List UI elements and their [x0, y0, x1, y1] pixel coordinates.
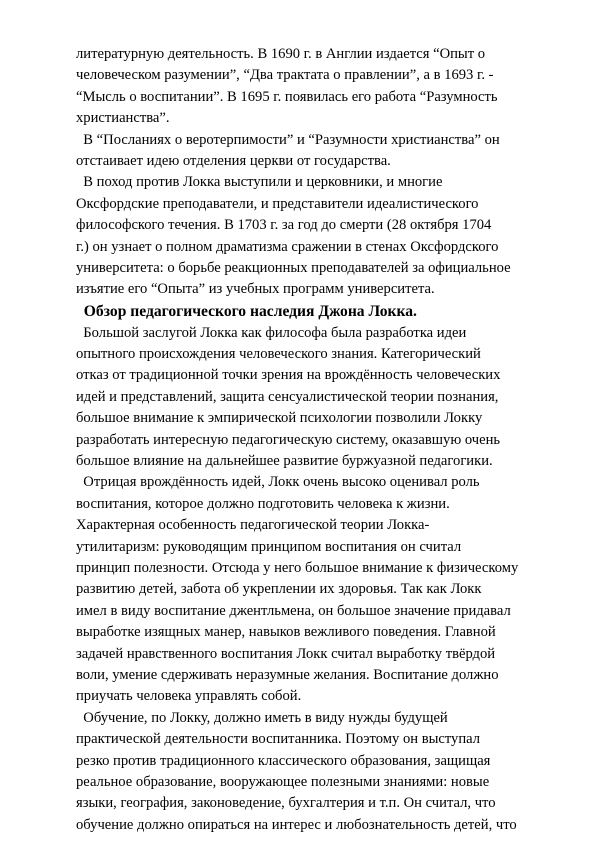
text-line: университета: о борьбе реакционных преподавателей за официальное — [76, 259, 511, 276]
text-line: Обучение, по Локку, должно иметь в виду нужды будущей — [76, 709, 448, 726]
text-line: человеческом разумении”, “Два трактата о правлении”, а в 1693 г. - — [76, 67, 494, 84]
text-line: практической деятельности воспитанника. Поэтому он выступал — [76, 731, 481, 748]
paragraph — [76, 708, 552, 836]
text-line: идей и представлений, защита сенсуалистической теории познания, — [76, 388, 499, 405]
paragraph — [76, 472, 552, 707]
text-line: изъятие его “Опыта” из учебных программ университета. — [76, 281, 435, 298]
paragraph — [76, 323, 552, 473]
paragraph — [76, 172, 552, 300]
text-line: г.) он узнает о полном драматизма сражении в стенах Оксфордского — [76, 238, 499, 255]
text-line: принцип полезности. Отсюда у него большое внимание к физическому — [76, 559, 519, 576]
text-line: разработать интересную педагогическую систему, оказавшую очень — [76, 431, 501, 448]
text-line: Большой заслугой Локка как философа была разработка идеи — [76, 324, 467, 341]
text-line: отстаивает идею отделения церкви от государства. — [76, 152, 391, 169]
text-line: реальное образование, вооружающее полезными знаниями: новые — [76, 773, 490, 790]
text-line: выработке изящных манер, навыков вежливого поведения. Главной — [76, 624, 496, 641]
text-line: литературную деятельность. В 1690 г. в Англии издается “Опыт о — [76, 46, 486, 62]
text-line: Оксфордские преподаватели, и представители идеалистического — [76, 195, 479, 212]
text-line: Отрицая врождённость идей, Локк очень высоко оценивал роль — [76, 474, 480, 491]
text-line: отказ от традиционной точки зрения на врождённость человеческих — [76, 367, 501, 384]
text-line: христианства”. — [76, 110, 170, 127]
text-line: развитию детей, забота об укреплении их здоровья. Так как Локк — [76, 581, 482, 598]
text-line: задачей нравственного воспитания Локк считал выработку твёрдой — [76, 645, 496, 662]
text-line: большое влияние на дальнейшее развитие буржуазной педагогики. — [76, 453, 493, 470]
text-line: воли, умение сдерживать неразумные желания. Воспитание должно — [76, 666, 499, 683]
text-line: имел в виду воспитание джентльмена, он большое значение придавал — [76, 602, 511, 619]
paragraph — [76, 44, 552, 130]
text-line: В поход против Локка выступили и церковники, и многие — [76, 174, 443, 191]
text-line: “Мысль о воспитании”. В 1695 г. появилась его работа “Разумность — [76, 88, 498, 105]
text-line: философского течения. В 1703 г. за год до смерти (28 октября 1704 — [76, 217, 492, 234]
text-line: Характерная особенность педагогической теории Локка- — [76, 517, 430, 534]
section-heading: Обзор педагогического наследия Джона Локка. — [76, 302, 417, 320]
document-body — [76, 44, 552, 836]
text-line: большое внимание к эмпирической психологии позволили Локку — [76, 410, 483, 427]
text-line: обучение должно опираться на интерес и любознательность детей, что — [76, 816, 517, 833]
text-line: утилитаризм: руководящим принципом воспитания он считал — [76, 538, 462, 555]
paragraph — [76, 130, 552, 173]
text-line: приучать человека управлять собой. — [76, 688, 302, 705]
text-line: опытного происхождения человеческого знания. Категорический — [76, 346, 481, 363]
text-line: воспитания, которое должно подготовить человека к жизни. — [76, 495, 450, 512]
text-line: резко против традиционного классического образования, защищая — [76, 752, 491, 769]
text-line: В “Посланиях о веротерпимости” и “Разумности христианства” он — [76, 131, 500, 148]
text-line: языки, география, законоведение, бухгалтерия и т.п. Он считал, что — [76, 795, 496, 812]
